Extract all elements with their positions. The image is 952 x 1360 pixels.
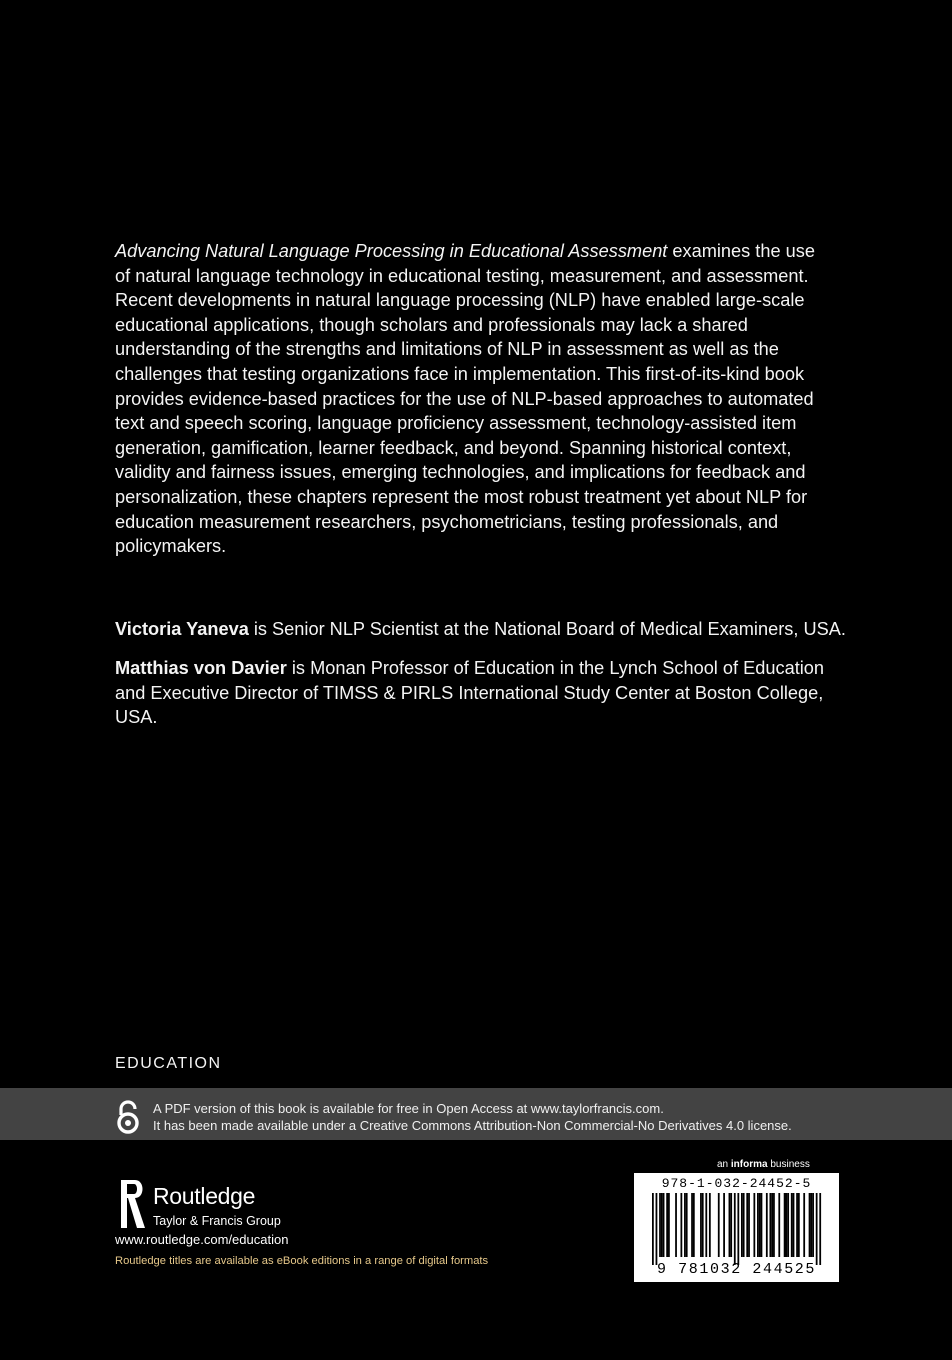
book-title-italic: Advancing Natural Language Processing in Educational Assessment	[115, 241, 668, 261]
author-bio-text: is Senior NLP Scientist at the National Board of Medical Examiners, USA.	[248, 619, 846, 639]
barcode-bar	[729, 1193, 731, 1257]
barcode-bar	[705, 1193, 707, 1257]
isbn-top-text: 978-1-032-24452-5	[661, 1176, 812, 1191]
barcode-bar	[810, 1193, 812, 1257]
barcode-bar	[668, 1193, 670, 1257]
book-description-body: examines the use of natural language technology in educational testing, measurement, and assessment. Recent developments in natural language processing (NLP) have enabled large-scale educational applications, though scholars and professionals may lack a shared understanding of the strengths and limitations of NLP in assessment as well as the challenges that testing organizations face in implementation. This first-of-its-kind book provides evidence-based practices for the use of NLP-based approaches to automated text and speech scoring, language proficiency assessment, technology-assisted item generation, gamification, learner feedback, and beyond. Spanning historical context, validity and fairness issues, emerging technologies, and implications for feedback and personalization, these chapters represent the most robust treatment yet about NLP for education measurement researchers, psychometricians, testing professionals, and policymakers.	[115, 241, 815, 557]
barcode-bar	[741, 1193, 743, 1257]
routledge-logo-text: ROUTLEDGE	[115, 1189, 121, 1224]
barcode-bar	[759, 1193, 761, 1257]
barcode-bar	[737, 1193, 739, 1265]
barcode-bar	[773, 1193, 775, 1257]
barcode-bar	[791, 1193, 793, 1257]
barcode-bar	[734, 1193, 736, 1265]
barcode-bar	[784, 1193, 786, 1257]
informa-prefix: an	[717, 1159, 731, 1170]
isbn-barcode	[634, 1173, 839, 1282]
barcode-bar	[769, 1193, 771, 1257]
open-access-line-1: A PDF version of this book is available for free in Open Access at www.taylorfrancis.com.	[153, 1101, 664, 1116]
barcode-bar	[686, 1193, 688, 1257]
barcode-bar	[778, 1193, 780, 1257]
barcode-bar	[661, 1193, 663, 1257]
barcode-bar	[796, 1193, 798, 1257]
barcode-bar	[702, 1193, 704, 1257]
barcode-bar	[718, 1193, 720, 1257]
informa-suffix: business	[767, 1159, 810, 1170]
author-bio-von-davier	[115, 656, 855, 730]
barcode-bar	[709, 1193, 711, 1257]
open-access-icon	[114, 1099, 142, 1135]
publisher-url[interactable]: www.routledge.com/education	[115, 1232, 289, 1247]
barcode-bar	[771, 1193, 773, 1257]
book-description	[115, 239, 835, 559]
open-access-notice	[153, 1100, 913, 1134]
barcode-bar	[816, 1193, 818, 1265]
ebook-note: Routledge titles are available as eBook editions in a range of digital formats	[115, 1255, 489, 1267]
publisher-name: Routledge	[153, 1183, 256, 1209]
barcode-bar	[743, 1193, 745, 1257]
barcode-bar	[746, 1193, 748, 1257]
informa-bold: informa	[730, 1159, 768, 1170]
barcode-bar	[693, 1193, 695, 1257]
barcode-bar	[766, 1193, 768, 1257]
barcode-bar	[819, 1193, 821, 1265]
barcode-bar	[793, 1193, 795, 1257]
barcode-bar	[675, 1193, 677, 1257]
barcode-bar	[757, 1193, 759, 1257]
routledge-logo-icon	[115, 1180, 147, 1230]
barcode-bar	[761, 1193, 763, 1257]
barcode-bar	[786, 1193, 788, 1257]
barcode-bar	[798, 1193, 800, 1257]
barcode-bar	[652, 1193, 654, 1265]
barcode-bar	[684, 1193, 686, 1257]
barcode-bar	[812, 1193, 814, 1257]
open-access-line-2: It has been made available under a Creative Commons Attribution-Non Commercial-No Derivatives 4.0 license.	[153, 1118, 792, 1133]
author-bio-text: is Monan Professor of Education in the Lynch School of Education and Executive Director of TIMSS & PIRLS International Study Center at Boston College, USA.	[115, 658, 825, 728]
barcode-bar	[691, 1193, 693, 1257]
barcode-bar	[748, 1193, 750, 1257]
barcode-bar	[656, 1193, 658, 1265]
subject-category: EDUCATION	[115, 1055, 222, 1072]
author-name: Victoria Yaneva	[115, 619, 249, 639]
publisher-group: Taylor & Francis Group	[153, 1214, 281, 1228]
barcode-bar	[809, 1193, 811, 1257]
barcode-bar	[680, 1193, 682, 1257]
barcode-bar	[663, 1193, 665, 1257]
isbn-bottom-text: 9 781032 244525	[656, 1261, 817, 1278]
barcode-bar	[787, 1193, 789, 1257]
author-bio-yaneva	[115, 617, 855, 642]
barcode-bar	[700, 1193, 702, 1257]
barcode-bar	[803, 1193, 805, 1257]
informa-business-tag	[717, 1159, 810, 1170]
barcode-bar	[753, 1193, 755, 1257]
barcode-bar	[659, 1193, 661, 1257]
author-name: Matthias von Davier	[115, 658, 287, 678]
barcode-bar	[730, 1193, 732, 1257]
barcode-bar	[723, 1193, 725, 1257]
barcode-bar	[666, 1193, 668, 1257]
